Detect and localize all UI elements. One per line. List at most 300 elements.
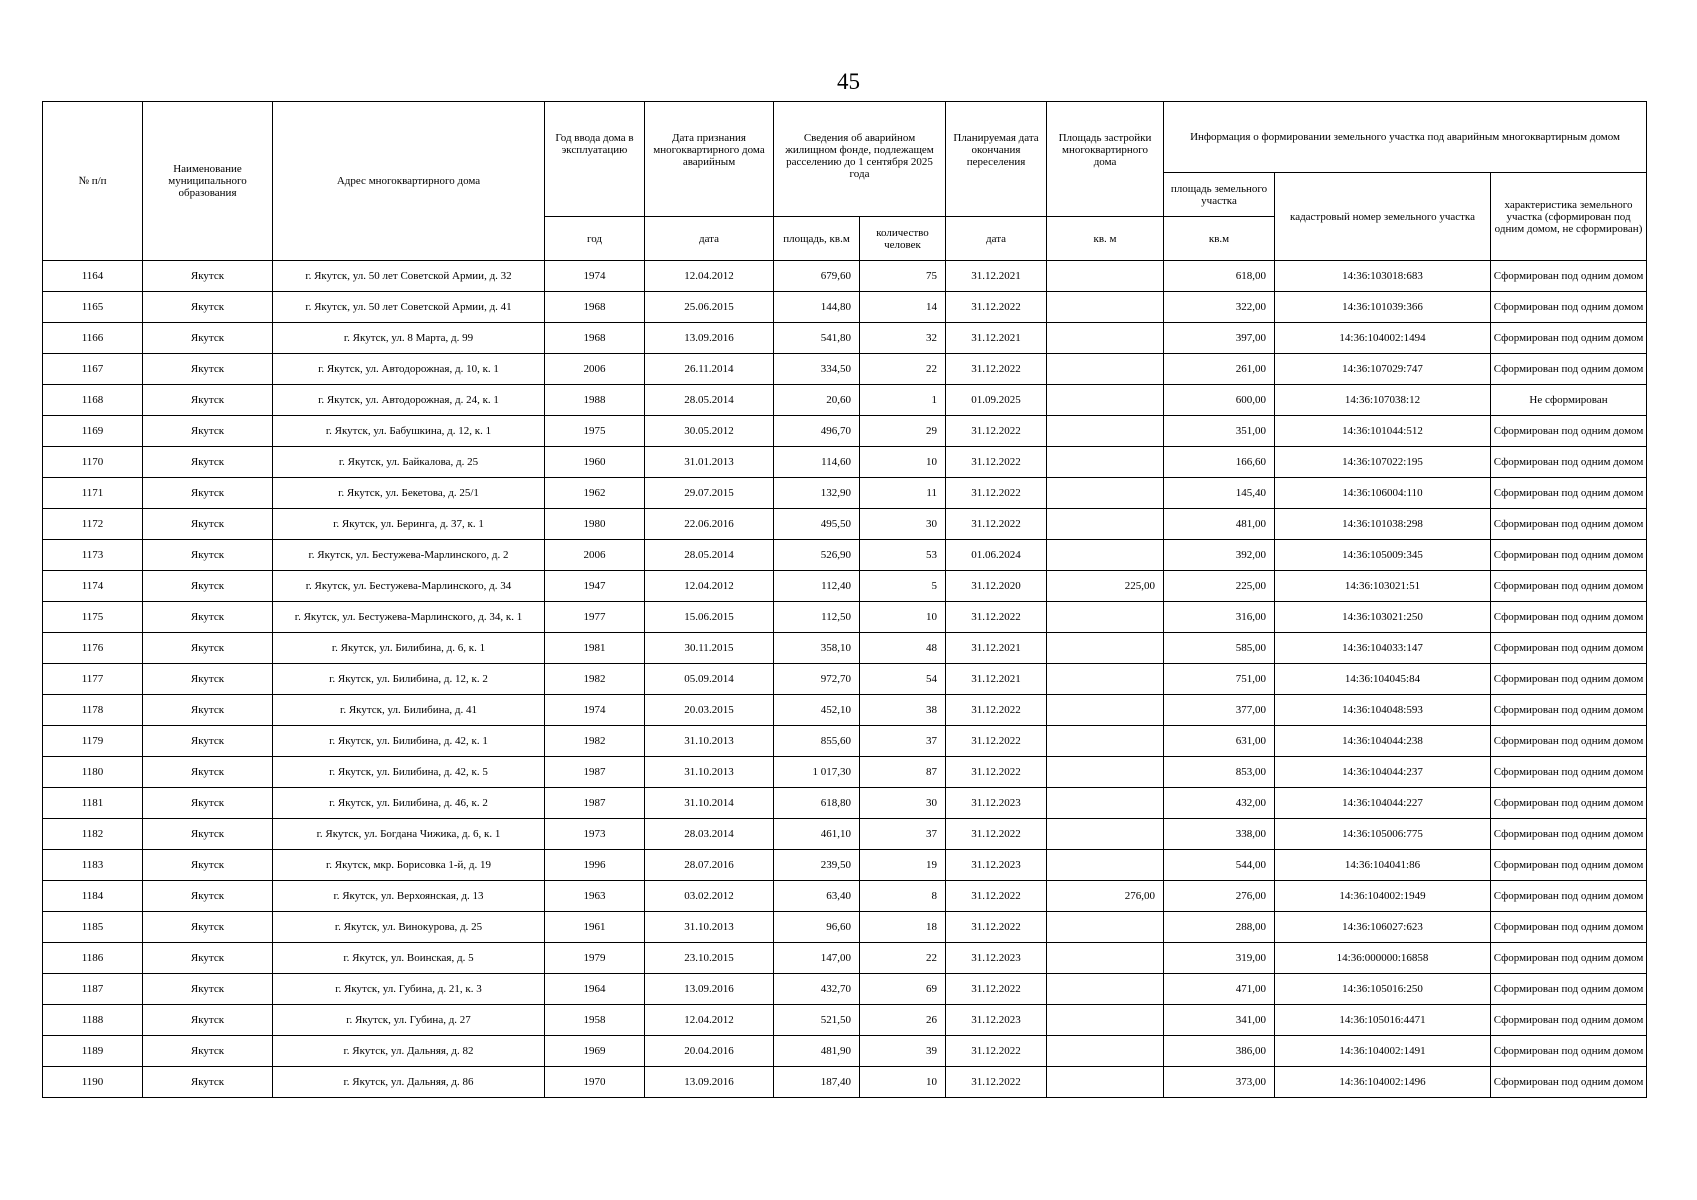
people-cell: 10 xyxy=(860,447,946,478)
row-number: 1178 xyxy=(43,695,143,726)
people-cell: 32 xyxy=(860,323,946,354)
cadastral-number-cell: 14:36:105006:775 xyxy=(1275,819,1491,850)
people-cell: 26 xyxy=(860,1005,946,1036)
cadastral-number-cell: 14:36:101039:366 xyxy=(1275,292,1491,323)
address-cell: г. Якутск, ул. Дальняя, д. 86 xyxy=(273,1067,545,1098)
header-recognition-date: Дата признания многоквартирного дома аварийным xyxy=(645,102,774,217)
land-area-cell: 544,00 xyxy=(1164,850,1275,881)
header-unit-date-2: дата xyxy=(946,217,1047,261)
area-cell: 541,80 xyxy=(774,323,860,354)
row-number: 1177 xyxy=(43,664,143,695)
year-cell: 1988 xyxy=(545,385,645,416)
building-area-cell xyxy=(1047,1067,1164,1098)
recognition-date-cell: 12.04.2012 xyxy=(645,571,774,602)
address-cell: г. Якутск, ул. Беринга, д. 37, к. 1 xyxy=(273,509,545,540)
land-characteristic-cell: Сформирован под одним домом xyxy=(1491,323,1647,354)
municipality-cell: Якутск xyxy=(143,416,273,447)
recognition-date-cell: 12.04.2012 xyxy=(645,1005,774,1036)
planned-end-cell: 31.12.2020 xyxy=(946,571,1047,602)
emergency-housing-table xyxy=(42,101,1647,1098)
land-area-cell: 261,00 xyxy=(1164,354,1275,385)
area-cell: 147,00 xyxy=(774,943,860,974)
row-number: 1187 xyxy=(43,974,143,1005)
building-area-cell xyxy=(1047,323,1164,354)
municipality-cell: Якутск xyxy=(143,850,273,881)
land-area-cell: 392,00 xyxy=(1164,540,1275,571)
area-cell: 114,60 xyxy=(774,447,860,478)
recognition-date-cell: 05.09.2014 xyxy=(645,664,774,695)
land-area-cell: 166,60 xyxy=(1164,447,1275,478)
planned-end-cell: 31.12.2022 xyxy=(946,695,1047,726)
land-area-cell: 600,00 xyxy=(1164,385,1275,416)
table-row xyxy=(43,819,1647,850)
address-cell: г. Якутск, ул. Билибина, д. 42, к. 1 xyxy=(273,726,545,757)
address-cell: г. Якутск, ул. Автодорожная, д. 24, к. 1 xyxy=(273,385,545,416)
cadastral-number-cell: 14:36:104044:238 xyxy=(1275,726,1491,757)
header-unit-sqm-2: кв.м xyxy=(1164,217,1275,261)
cadastral-number-cell: 14:36:107022:195 xyxy=(1275,447,1491,478)
people-cell: 39 xyxy=(860,1036,946,1067)
header-address: Адрес многоквартирного дома xyxy=(273,102,545,261)
land-characteristic-cell: Сформирован под одним домом xyxy=(1491,509,1647,540)
table-row xyxy=(43,881,1647,912)
address-cell: г. Якутск, ул. Билибина, д. 12, к. 2 xyxy=(273,664,545,695)
people-cell: 30 xyxy=(860,788,946,819)
planned-end-cell: 31.12.2023 xyxy=(946,850,1047,881)
land-characteristic-cell: Сформирован под одним домом xyxy=(1491,881,1647,912)
planned-end-cell: 31.12.2022 xyxy=(946,881,1047,912)
people-cell: 38 xyxy=(860,695,946,726)
address-cell: г. Якутск, ул. Билибина, д. 46, к. 2 xyxy=(273,788,545,819)
year-cell: 1977 xyxy=(545,602,645,633)
header-land-info: Информация о формировании земельного участка под аварийным многоквартирным домом xyxy=(1164,102,1647,173)
municipality-cell: Якутск xyxy=(143,292,273,323)
municipality-cell: Якутск xyxy=(143,261,273,292)
municipality-cell: Якутск xyxy=(143,819,273,850)
planned-end-cell: 31.12.2021 xyxy=(946,261,1047,292)
planned-end-cell: 31.12.2022 xyxy=(946,726,1047,757)
area-cell: 144,80 xyxy=(774,292,860,323)
land-characteristic-cell: Сформирован под одним домом xyxy=(1491,664,1647,695)
building-area-cell xyxy=(1047,602,1164,633)
cadastral-number-cell: 14:36:101044:512 xyxy=(1275,416,1491,447)
cadastral-number-cell: 14:36:104002:1496 xyxy=(1275,1067,1491,1098)
area-cell: 432,70 xyxy=(774,974,860,1005)
building-area-cell xyxy=(1047,1036,1164,1067)
table-row xyxy=(43,943,1647,974)
building-area-cell xyxy=(1047,447,1164,478)
land-area-cell: 351,00 xyxy=(1164,416,1275,447)
table-row xyxy=(43,850,1647,881)
planned-end-cell: 31.12.2022 xyxy=(946,1067,1047,1098)
cadastral-number-cell: 14:36:105009:345 xyxy=(1275,540,1491,571)
land-area-cell: 751,00 xyxy=(1164,664,1275,695)
table-row xyxy=(43,478,1647,509)
address-cell: г. Якутск, ул. Бекетова, д. 25/1 xyxy=(273,478,545,509)
planned-end-cell: 31.12.2022 xyxy=(946,509,1047,540)
cadastral-number-cell: 14:36:104002:1949 xyxy=(1275,881,1491,912)
year-cell: 1964 xyxy=(545,974,645,1005)
people-cell: 5 xyxy=(860,571,946,602)
people-cell: 69 xyxy=(860,974,946,1005)
row-number: 1174 xyxy=(43,571,143,602)
area-cell: 452,10 xyxy=(774,695,860,726)
year-cell: 2006 xyxy=(545,540,645,571)
planned-end-cell: 31.12.2022 xyxy=(946,447,1047,478)
cadastral-number-cell: 14:36:104033:147 xyxy=(1275,633,1491,664)
header-year-built: Год ввода дома в эксплуатацию xyxy=(545,102,645,217)
address-cell: г. Якутск, ул. 50 лет Советской Армии, д. 41 xyxy=(273,292,545,323)
recognition-date-cell: 30.11.2015 xyxy=(645,633,774,664)
municipality-cell: Якутск xyxy=(143,664,273,695)
people-cell: 11 xyxy=(860,478,946,509)
cadastral-number-cell: 14:36:106027:623 xyxy=(1275,912,1491,943)
people-cell: 10 xyxy=(860,1067,946,1098)
municipality-cell: Якутск xyxy=(143,602,273,633)
cadastral-number-cell: 14:36:105016:250 xyxy=(1275,974,1491,1005)
land-characteristic-cell: Сформирован под одним домом xyxy=(1491,850,1647,881)
table-row xyxy=(43,664,1647,695)
land-characteristic-cell: Сформирован под одним домом xyxy=(1491,1067,1647,1098)
year-cell: 1947 xyxy=(545,571,645,602)
table-row xyxy=(43,323,1647,354)
land-area-cell: 853,00 xyxy=(1164,757,1275,788)
building-area-cell xyxy=(1047,354,1164,385)
area-cell: 96,60 xyxy=(774,912,860,943)
cadastral-number-cell: 14:36:104002:1491 xyxy=(1275,1036,1491,1067)
land-area-cell: 288,00 xyxy=(1164,912,1275,943)
recognition-date-cell: 28.05.2014 xyxy=(645,385,774,416)
municipality-cell: Якутск xyxy=(143,385,273,416)
address-cell: г. Якутск, ул. Байкалова, д. 25 xyxy=(273,447,545,478)
land-area-cell: 338,00 xyxy=(1164,819,1275,850)
people-cell: 37 xyxy=(860,819,946,850)
land-area-cell: 373,00 xyxy=(1164,1067,1275,1098)
recognition-date-cell: 28.05.2014 xyxy=(645,540,774,571)
address-cell: г. Якутск, мкр. Борисовка 1-й, д. 19 xyxy=(273,850,545,881)
header-unit-sqm: кв. м xyxy=(1047,217,1164,261)
land-characteristic-cell: Сформирован под одним домом xyxy=(1491,1005,1647,1036)
table-row xyxy=(43,633,1647,664)
planned-end-cell: 31.12.2022 xyxy=(946,1036,1047,1067)
building-area-cell xyxy=(1047,633,1164,664)
people-cell: 19 xyxy=(860,850,946,881)
address-cell: г. Якутск, ул. Губина, д. 27 xyxy=(273,1005,545,1036)
year-cell: 1982 xyxy=(545,726,645,757)
building-area-cell xyxy=(1047,695,1164,726)
table-row xyxy=(43,571,1647,602)
year-cell: 1980 xyxy=(545,509,645,540)
land-characteristic-cell: Сформирован под одним домом xyxy=(1491,354,1647,385)
building-area-cell xyxy=(1047,540,1164,571)
building-area-cell xyxy=(1047,416,1164,447)
people-cell: 18 xyxy=(860,912,946,943)
municipality-cell: Якутск xyxy=(143,1036,273,1067)
municipality-cell: Якутск xyxy=(143,354,273,385)
header-planned-end: Планируемая дата окончания переселения xyxy=(946,102,1047,217)
municipality-cell: Якутск xyxy=(143,1067,273,1098)
area-cell: 239,50 xyxy=(774,850,860,881)
year-cell: 1958 xyxy=(545,1005,645,1036)
land-characteristic-cell: Сформирован под одним домом xyxy=(1491,633,1647,664)
address-cell: г. Якутск, ул. Бестужева-Марлинского, д. 34 xyxy=(273,571,545,602)
land-characteristic-cell: Сформирован под одним домом xyxy=(1491,974,1647,1005)
recognition-date-cell: 20.03.2015 xyxy=(645,695,774,726)
municipality-cell: Якутск xyxy=(143,478,273,509)
land-area-cell: 316,00 xyxy=(1164,602,1275,633)
area-cell: 1 017,30 xyxy=(774,757,860,788)
municipality-cell: Якутск xyxy=(143,509,273,540)
planned-end-cell: 01.06.2024 xyxy=(946,540,1047,571)
cadastral-number-cell: 14:36:103021:250 xyxy=(1275,602,1491,633)
recognition-date-cell: 22.06.2016 xyxy=(645,509,774,540)
municipality-cell: Якутск xyxy=(143,881,273,912)
planned-end-cell: 31.12.2021 xyxy=(946,664,1047,695)
recognition-date-cell: 23.10.2015 xyxy=(645,943,774,974)
recognition-date-cell: 30.05.2012 xyxy=(645,416,774,447)
area-cell: 334,50 xyxy=(774,354,860,385)
cadastral-number-cell: 14:36:104002:1494 xyxy=(1275,323,1491,354)
table-row xyxy=(43,757,1647,788)
recognition-date-cell: 26.11.2014 xyxy=(645,354,774,385)
land-area-cell: 377,00 xyxy=(1164,695,1275,726)
year-cell: 1961 xyxy=(545,912,645,943)
area-cell: 679,60 xyxy=(774,261,860,292)
municipality-cell: Якутск xyxy=(143,571,273,602)
planned-end-cell: 31.12.2023 xyxy=(946,943,1047,974)
building-area-cell xyxy=(1047,478,1164,509)
row-number: 1180 xyxy=(43,757,143,788)
land-characteristic-cell: Сформирован под одним домом xyxy=(1491,1036,1647,1067)
people-cell: 22 xyxy=(860,354,946,385)
year-cell: 1987 xyxy=(545,757,645,788)
building-area-cell: 225,00 xyxy=(1047,571,1164,602)
cadastral-number-cell: 14:36:104041:86 xyxy=(1275,850,1491,881)
people-cell: 14 xyxy=(860,292,946,323)
area-cell: 496,70 xyxy=(774,416,860,447)
planned-end-cell: 31.12.2022 xyxy=(946,478,1047,509)
header-no: № п/п xyxy=(43,102,143,261)
planned-end-cell: 31.12.2022 xyxy=(946,416,1047,447)
area-cell: 495,50 xyxy=(774,509,860,540)
recognition-date-cell: 28.07.2016 xyxy=(645,850,774,881)
header-emergency-fund: Сведения об аварийном жилищном фонде, подлежащем расселению до 1 сентября 2025 года xyxy=(774,102,946,217)
land-area-cell: 471,00 xyxy=(1164,974,1275,1005)
table-row xyxy=(43,726,1647,757)
cadastral-number-cell: 14:36:000000:16858 xyxy=(1275,943,1491,974)
table-row xyxy=(43,912,1647,943)
land-area-cell: 631,00 xyxy=(1164,726,1275,757)
land-characteristic-cell: Сформирован под одним домом xyxy=(1491,540,1647,571)
municipality-cell: Якутск xyxy=(143,447,273,478)
row-number: 1171 xyxy=(43,478,143,509)
municipality-cell: Якутск xyxy=(143,695,273,726)
planned-end-cell: 31.12.2022 xyxy=(946,974,1047,1005)
address-cell: г. Якутск, ул. Бабушкина, д. 12, к. 1 xyxy=(273,416,545,447)
recognition-date-cell: 13.09.2016 xyxy=(645,1067,774,1098)
land-characteristic-cell: Сформирован под одним домом xyxy=(1491,819,1647,850)
year-cell: 1968 xyxy=(545,292,645,323)
people-cell: 53 xyxy=(860,540,946,571)
row-number: 1175 xyxy=(43,602,143,633)
cadastral-number-cell: 14:36:106004:110 xyxy=(1275,478,1491,509)
people-cell: 8 xyxy=(860,881,946,912)
land-area-cell: 145,40 xyxy=(1164,478,1275,509)
area-cell: 112,50 xyxy=(774,602,860,633)
land-area-cell: 481,00 xyxy=(1164,509,1275,540)
header-land-area: площадь земельного участка xyxy=(1164,173,1275,217)
table-row xyxy=(43,1036,1647,1067)
row-number: 1181 xyxy=(43,788,143,819)
row-number: 1183 xyxy=(43,850,143,881)
building-area-cell: 276,00 xyxy=(1047,881,1164,912)
building-area-cell xyxy=(1047,664,1164,695)
address-cell: г. Якутск, ул. Винокурова, д. 25 xyxy=(273,912,545,943)
address-cell: г. Якутск, ул. Билибина, д. 42, к. 5 xyxy=(273,757,545,788)
header-building-area: Площадь застройки многоквартирного дома xyxy=(1047,102,1164,217)
cadastral-number-cell: 14:36:107029:747 xyxy=(1275,354,1491,385)
year-cell: 1987 xyxy=(545,788,645,819)
area-cell: 855,60 xyxy=(774,726,860,757)
municipality-cell: Якутск xyxy=(143,912,273,943)
year-cell: 1968 xyxy=(545,323,645,354)
year-cell: 1969 xyxy=(545,1036,645,1067)
people-cell: 75 xyxy=(860,261,946,292)
area-cell: 132,90 xyxy=(774,478,860,509)
area-cell: 526,90 xyxy=(774,540,860,571)
building-area-cell xyxy=(1047,912,1164,943)
year-cell: 1970 xyxy=(545,1067,645,1098)
year-cell: 1960 xyxy=(545,447,645,478)
municipality-cell: Якутск xyxy=(143,726,273,757)
cadastral-number-cell: 14:36:103018:683 xyxy=(1275,261,1491,292)
land-area-cell: 585,00 xyxy=(1164,633,1275,664)
building-area-cell xyxy=(1047,943,1164,974)
row-number: 1165 xyxy=(43,292,143,323)
header-unit-area: площадь, кв.м xyxy=(774,217,860,261)
recognition-date-cell: 25.06.2015 xyxy=(645,292,774,323)
planned-end-cell: 31.12.2021 xyxy=(946,323,1047,354)
recognition-date-cell: 15.06.2015 xyxy=(645,602,774,633)
address-cell: г. Якутск, ул. Верхоянская, д. 13 xyxy=(273,881,545,912)
land-area-cell: 397,00 xyxy=(1164,323,1275,354)
recognition-date-cell: 13.09.2016 xyxy=(645,323,774,354)
planned-end-cell: 31.12.2022 xyxy=(946,912,1047,943)
people-cell: 1 xyxy=(860,385,946,416)
row-number: 1182 xyxy=(43,819,143,850)
address-cell: г. Якутск, ул. 8 Марта, д. 99 xyxy=(273,323,545,354)
people-cell: 54 xyxy=(860,664,946,695)
building-area-cell xyxy=(1047,757,1164,788)
row-number: 1172 xyxy=(43,509,143,540)
row-number: 1189 xyxy=(43,1036,143,1067)
year-cell: 1974 xyxy=(545,695,645,726)
address-cell: г. Якутск, ул. Воинская, д. 5 xyxy=(273,943,545,974)
land-characteristic-cell: Сформирован под одним домом xyxy=(1491,695,1647,726)
recognition-date-cell: 31.10.2013 xyxy=(645,726,774,757)
recognition-date-cell: 31.10.2013 xyxy=(645,912,774,943)
municipality-cell: Якутск xyxy=(143,943,273,974)
people-cell: 37 xyxy=(860,726,946,757)
address-cell: г. Якутск, ул. Дальняя, д. 82 xyxy=(273,1036,545,1067)
cadastral-number-cell: 14:36:104044:237 xyxy=(1275,757,1491,788)
table-row xyxy=(43,261,1647,292)
year-cell: 1962 xyxy=(545,478,645,509)
municipality-cell: Якутск xyxy=(143,974,273,1005)
planned-end-cell: 31.12.2023 xyxy=(946,788,1047,819)
land-characteristic-cell: Сформирован под одним домом xyxy=(1491,602,1647,633)
area-cell: 461,10 xyxy=(774,819,860,850)
building-area-cell xyxy=(1047,509,1164,540)
building-area-cell xyxy=(1047,292,1164,323)
address-cell: г. Якутск, ул. Билибина, д. 41 xyxy=(273,695,545,726)
land-area-cell: 319,00 xyxy=(1164,943,1275,974)
planned-end-cell: 31.12.2022 xyxy=(946,354,1047,385)
table-row xyxy=(43,974,1647,1005)
building-area-cell xyxy=(1047,261,1164,292)
recognition-date-cell: 31.10.2013 xyxy=(645,757,774,788)
address-cell: г. Якутск, ул. 50 лет Советской Армии, д. 32 xyxy=(273,261,545,292)
land-characteristic-cell: Сформирован под одним домом xyxy=(1491,726,1647,757)
building-area-cell xyxy=(1047,726,1164,757)
row-number: 1166 xyxy=(43,323,143,354)
area-cell: 521,50 xyxy=(774,1005,860,1036)
year-cell: 1979 xyxy=(545,943,645,974)
people-cell: 87 xyxy=(860,757,946,788)
planned-end-cell: 31.12.2021 xyxy=(946,633,1047,664)
address-cell: г. Якутск, ул. Бестужева-Марлинского, д. 2 xyxy=(273,540,545,571)
address-cell: г. Якутск, ул. Бестужева-Марлинского, д. 34, к. 1 xyxy=(273,602,545,633)
recognition-date-cell: 13.09.2016 xyxy=(645,974,774,1005)
table-row xyxy=(43,447,1647,478)
planned-end-cell: 31.12.2022 xyxy=(946,602,1047,633)
table-row xyxy=(43,292,1647,323)
table-row xyxy=(43,540,1647,571)
year-cell: 1981 xyxy=(545,633,645,664)
row-number: 1184 xyxy=(43,881,143,912)
land-characteristic-cell: Сформирован под одним домом xyxy=(1491,571,1647,602)
row-number: 1179 xyxy=(43,726,143,757)
cadastral-number-cell: 14:36:104048:593 xyxy=(1275,695,1491,726)
planned-end-cell: 01.09.2025 xyxy=(946,385,1047,416)
row-number: 1190 xyxy=(43,1067,143,1098)
people-cell: 22 xyxy=(860,943,946,974)
row-number: 1188 xyxy=(43,1005,143,1036)
area-cell: 112,40 xyxy=(774,571,860,602)
table-row xyxy=(43,354,1647,385)
land-characteristic-cell: Сформирован под одним домом xyxy=(1491,943,1647,974)
municipality-cell: Якутск xyxy=(143,323,273,354)
row-number: 1186 xyxy=(43,943,143,974)
recognition-date-cell: 03.02.2012 xyxy=(645,881,774,912)
header-characteristic: характеристика земельного участка (сформирован под одним домом, не сформирован) xyxy=(1491,173,1647,261)
building-area-cell xyxy=(1047,819,1164,850)
planned-end-cell: 31.12.2022 xyxy=(946,757,1047,788)
people-cell: 30 xyxy=(860,509,946,540)
people-cell: 10 xyxy=(860,602,946,633)
building-area-cell xyxy=(1047,385,1164,416)
area-cell: 358,10 xyxy=(774,633,860,664)
row-number: 1173 xyxy=(43,540,143,571)
planned-end-cell: 31.12.2022 xyxy=(946,819,1047,850)
cadastral-number-cell: 14:36:104045:84 xyxy=(1275,664,1491,695)
recognition-date-cell: 31.01.2013 xyxy=(645,447,774,478)
year-cell: 1996 xyxy=(545,850,645,881)
table-row xyxy=(43,385,1647,416)
row-number: 1176 xyxy=(43,633,143,664)
page-number: 45 xyxy=(837,69,860,94)
address-cell: г. Якутск, ул. Богдана Чижика, д. 6, к. 1 xyxy=(273,819,545,850)
